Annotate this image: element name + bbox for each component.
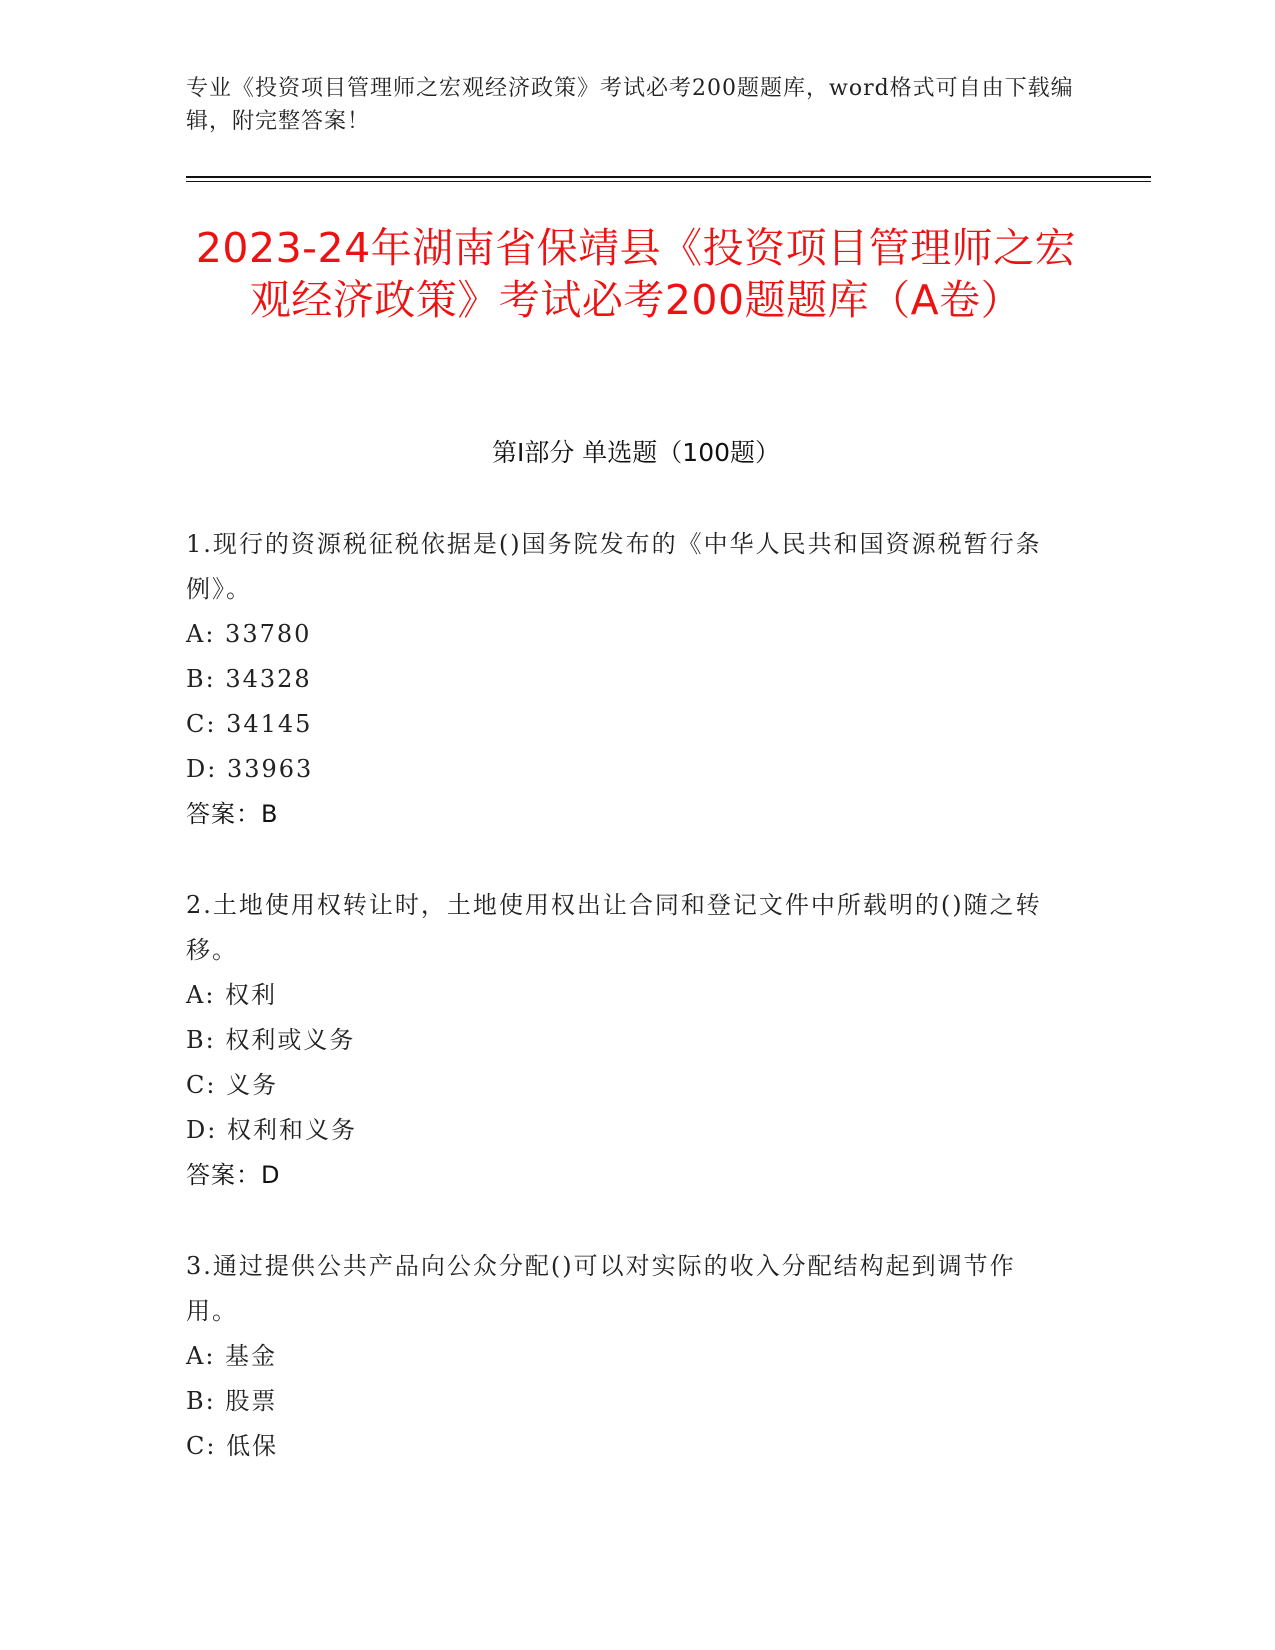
document-title: 2023-24年湖南省保靖县《投资项目管理师之宏观经济政策》考试必考200题题库（A卷） — [195, 224, 1077, 324]
option-b: B: 股票 — [186, 1387, 278, 1415]
header-note: 专业《投资项目管理师之宏观经济政策》考试必考200题题库，word格式可自由下载编辑，附完整答案！ — [186, 76, 1074, 134]
option-d: D: 权利和义务 — [186, 1116, 357, 1144]
question-block — [186, 522, 1066, 837]
option-d: D: 33963 — [186, 755, 314, 783]
section-title: 第I部分 单选题（100题） — [491, 438, 781, 467]
option-c: C: 义务 — [186, 1071, 279, 1099]
option-b: B: 34328 — [186, 665, 312, 693]
option-b: B: 权利或义务 — [186, 1026, 356, 1054]
question-block — [186, 1244, 1066, 1469]
header-rule-thin — [186, 181, 1151, 182]
option-a: A: 33780 — [186, 620, 312, 648]
question-stem: 1.现行的资源税征税依据是()国务院发布的《中华人民共和国资源税暂行条例》。 — [186, 530, 1042, 603]
option-c: C: 低保 — [186, 1432, 279, 1460]
question-block — [186, 883, 1066, 1198]
option-c: C: 34145 — [186, 710, 313, 738]
option-a: A: 权利 — [186, 981, 278, 1009]
answer: 答案：D — [186, 1161, 281, 1189]
question-stem: 2.土地使用权转让时，土地使用权出让合同和登记文件中所载明的()随之转移。 — [186, 891, 1042, 964]
header-rule-thick — [186, 176, 1151, 178]
answer: 答案：B — [186, 800, 279, 828]
option-a: A: 基金 — [186, 1342, 278, 1370]
question-stem: 3.通过提供公共产品向公众分配()可以对实际的收入分配结构起到调节作用。 — [186, 1252, 1016, 1325]
